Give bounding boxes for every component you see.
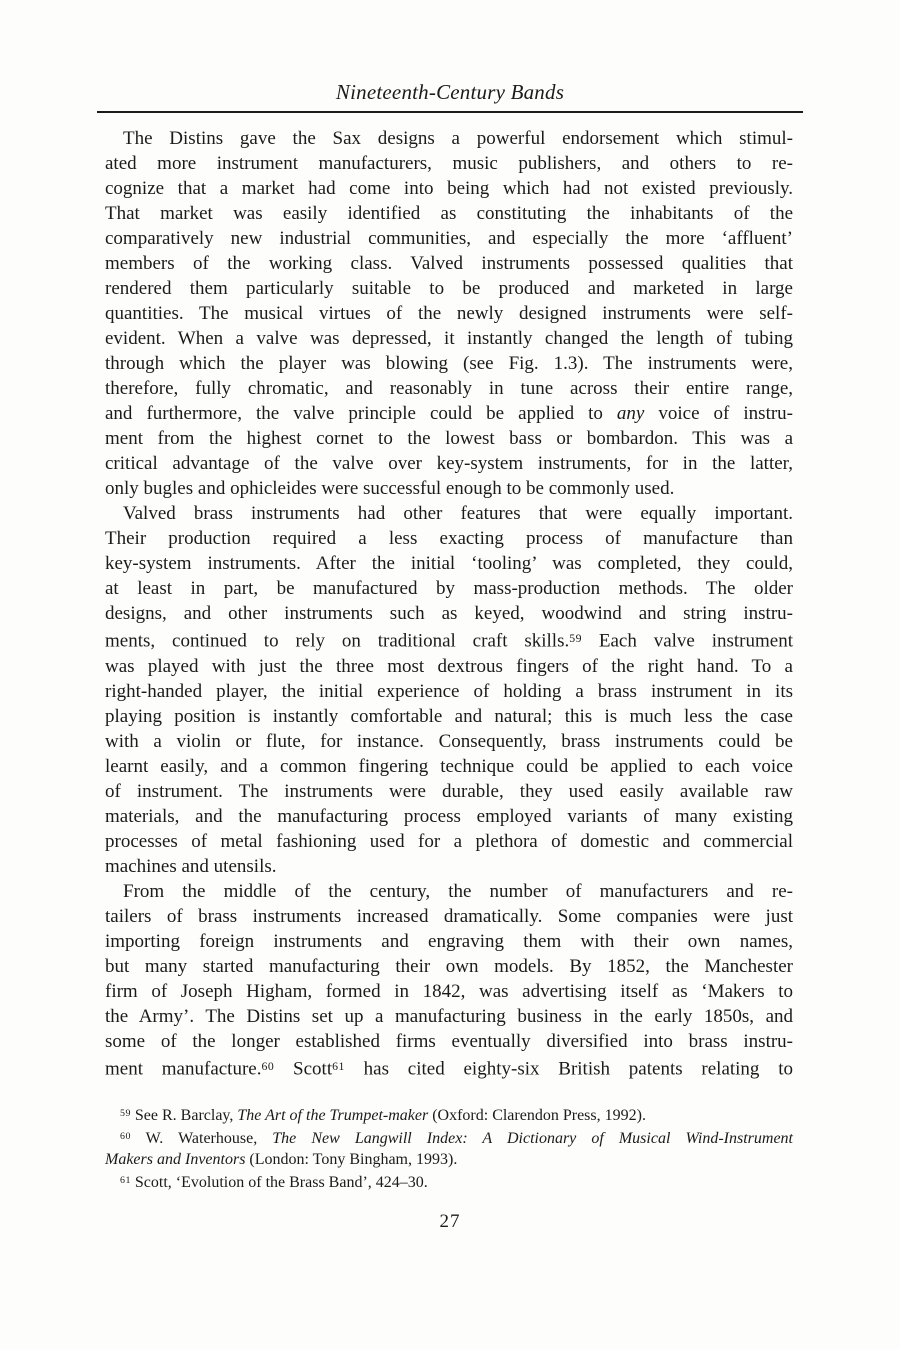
text-run: Scott, ‘Evolution of the Brass Band’, 424–30. <box>130 1173 428 1191</box>
text-line <box>105 829 793 854</box>
text-line <box>105 854 793 879</box>
text-run: Scott <box>274 1058 333 1080</box>
text-run: some of the longer established firms eventually diversified into brass instru- <box>105 1030 793 1052</box>
text-line <box>105 201 793 226</box>
text-line <box>105 679 793 704</box>
text-run: playing position is instantly comfortable and natural; this is much less the case <box>105 705 793 727</box>
text-run: right-handed player, the initial experience of holding a brass instrument in its <box>105 680 793 702</box>
text-line <box>105 626 793 654</box>
text-line <box>105 729 793 754</box>
text-run: but many started manufacturing their own models. By 1852, the Manchester <box>105 955 793 977</box>
text-run: (London: Tony Bingham, 1993). <box>245 1150 458 1168</box>
text-line <box>105 251 793 276</box>
footnote <box>105 1126 793 1170</box>
text-line <box>105 301 793 326</box>
text-run: evident. When a valve was depressed, it instantly changed the length of tubing <box>105 328 793 349</box>
running-head: Nineteenth-Century Bands <box>335 80 565 104</box>
text-run: the Army’. The Distins set up a manufacturing business in the early 1850s, and <box>105 1005 793 1027</box>
text-line <box>105 601 793 626</box>
text-line <box>105 654 793 679</box>
footnote-marker: 59 <box>569 632 582 645</box>
text-line <box>105 126 793 151</box>
text-run: has cited eighty-six British patents relating to <box>344 1058 794 1080</box>
footnotes <box>105 1103 793 1193</box>
text-run: Each valve instrument <box>582 630 793 652</box>
text-run: key-system instruments. After the initial ‘tooling’ was completed, they could, <box>105 553 793 574</box>
text-run: ment manufacture. <box>105 1058 262 1080</box>
text-run: critical advantage of the valve over key-system instruments, for in the latter, <box>105 453 793 474</box>
text-run: and furthermore, the valve principle could be applied to <box>105 403 617 424</box>
text-run: firm of Joseph Higham, formed in 1842, was advertising itself as ‘Makers to <box>105 980 793 1002</box>
text-line <box>105 501 793 526</box>
text-run: rendered them particularly suitable to be produced and marketed in large <box>105 278 793 299</box>
text-run: The New Langwill Index: A Dictionary of Musical Wind-Instrument <box>272 1129 793 1147</box>
text-run: therefore, fully chromatic, and reasonably in tune across their entire range, <box>105 378 793 399</box>
text-run: cognize that a market had come into being which had not existed previously. <box>105 178 793 199</box>
footnote-marker: 60 <box>120 1130 131 1142</box>
text-line <box>105 1004 793 1029</box>
text-line <box>105 1170 793 1193</box>
text-run: voice of instru- <box>644 403 794 424</box>
text-line <box>105 401 793 426</box>
text-run: with a violin or flute, for instance. Consequently, brass instruments could be <box>105 730 793 752</box>
text-line <box>105 276 793 301</box>
text-run: only bugles and ophicleides were successful enough to be commonly used. <box>105 478 675 499</box>
text-run: of instrument. The instruments were durable, they used easily available raw <box>105 780 793 802</box>
text-run: tailers of brass instruments increased dramatically. Some companies were just <box>105 905 793 927</box>
text-line <box>105 904 793 929</box>
text-run: Valved brass instruments had other features that were equally important. <box>123 503 793 524</box>
footnote <box>105 1103 793 1126</box>
footnote-marker: 61 <box>332 1059 345 1073</box>
text-line <box>105 526 793 551</box>
paragraph <box>105 879 793 1082</box>
text-run: materials, and the manufacturing process employed variants of many existing <box>105 805 793 827</box>
text-line <box>105 1126 793 1149</box>
text-run: From the middle of the century, the number of manufacturers and re- <box>123 880 793 902</box>
footnote-marker: 59 <box>120 1108 131 1119</box>
text-run: comparatively new industrial communities, and especially the more ‘affluent’ <box>105 228 793 249</box>
text-line <box>105 1054 793 1082</box>
text-run: quantities. The musical virtues of the newly designed instruments were self- <box>105 303 793 324</box>
page-number: 27 <box>439 1211 461 1232</box>
text-line <box>105 176 793 201</box>
text-run: W. Waterhouse, <box>130 1129 273 1147</box>
text-line <box>105 326 793 351</box>
header-rule <box>97 111 803 113</box>
text-line <box>105 979 793 1004</box>
text-run: ment from the highest cornet to the lowest bass or bombardon. This was a <box>105 428 793 449</box>
text-line <box>105 476 793 501</box>
text-line <box>105 779 793 804</box>
footnote-marker: 60 <box>261 1059 275 1073</box>
text-line <box>105 226 793 251</box>
text-run: members of the working class. Valved instruments possessed qualities that <box>105 253 793 274</box>
text-line <box>105 551 793 576</box>
text-line <box>105 804 793 829</box>
footnote <box>105 1170 793 1193</box>
paragraph <box>105 501 793 879</box>
text-run: The Distins gave the Sax designs a powerful endorsement which stimul- <box>123 128 793 149</box>
text-run: See R. Barclay, <box>130 1106 238 1124</box>
text-run: Makers and Inventors <box>105 1150 246 1168</box>
text-run: any <box>616 403 645 424</box>
text-line <box>105 351 793 376</box>
text-run: importing foreign instruments and engraving them with their own names, <box>105 930 793 952</box>
text-run: was played with just the three most dextrous fingers of the right hand. To a <box>105 655 793 677</box>
text-run: (Oxford: Clarendon Press, 1992). <box>428 1106 646 1124</box>
text-run: designs, and other instruments such as keyed, woodwind and string instru- <box>105 603 793 624</box>
text-run: machines and utensils. <box>105 855 277 877</box>
text-run: learnt easily, and a common fingering technique could be applied to each voice <box>105 755 793 777</box>
text-line <box>105 879 793 904</box>
text-run: processes of metal fashioning used for a plethora of domestic and commercial <box>105 830 793 852</box>
text-line <box>105 1103 793 1126</box>
text-line <box>105 426 793 451</box>
paragraph <box>105 126 793 501</box>
text-run: through which the player was blowing (see Fig. 1.3). The instruments were, <box>105 353 793 374</box>
text-line <box>105 451 793 476</box>
text-run: That market was easily identified as constituting the inhabitants of the <box>105 203 793 224</box>
text-run: Their production required a less exacting process of manufacture than <box>105 528 793 549</box>
text-line <box>105 929 793 954</box>
text-line <box>105 151 793 176</box>
text-line <box>105 376 793 401</box>
text-line <box>105 1029 793 1054</box>
footnote-marker: 61 <box>120 1174 131 1186</box>
body-text <box>105 126 793 1081</box>
text-run: at least in part, be manufactured by mass-production methods. The older <box>105 578 793 599</box>
text-line <box>105 1149 793 1170</box>
text-line <box>105 704 793 729</box>
text-line <box>105 576 793 601</box>
text-run: The Art of the Trumpet-maker <box>237 1106 429 1124</box>
text-line <box>105 754 793 779</box>
text-line <box>105 954 793 979</box>
text-run: ments, continued to rely on traditional craft skills. <box>105 630 570 652</box>
text-run: ated more instrument manufacturers, music publishers, and others to re- <box>105 153 793 174</box>
